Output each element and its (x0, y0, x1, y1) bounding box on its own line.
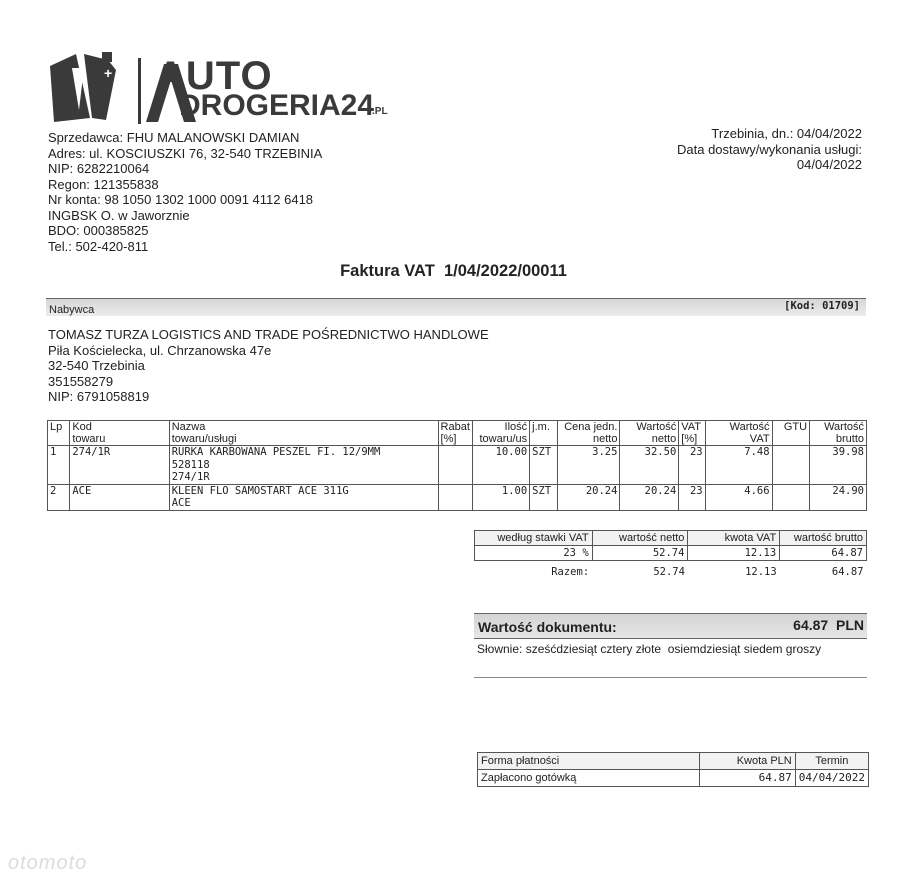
cell-lp: 1 (48, 446, 70, 485)
buyer-code: [Kod: 01709] (784, 300, 860, 312)
col-kod-label: Kod (72, 421, 92, 433)
col-cena-label-2: netto (592, 433, 618, 445)
vat-total-label: Razem: (551, 566, 590, 578)
col-vat (679, 421, 705, 446)
logo-brand-top: AUTO (156, 54, 273, 98)
payment-form: Zapłacono gotówką (478, 770, 700, 787)
cell-nazwa (169, 446, 438, 485)
vat-summary-row (475, 546, 867, 561)
logo-brand-bottom: DROGERIA24 (179, 89, 375, 122)
col-gtu-label: GTU (783, 421, 808, 433)
vat-total-row (475, 561, 867, 580)
col-netto-label: Wartość (636, 421, 677, 433)
buyer-label: Nabywca (49, 304, 95, 316)
buyer-bar (46, 298, 866, 316)
col-netto-label-2: netto (651, 433, 677, 445)
vat-total-brutto: 64.87 (831, 566, 864, 578)
col-nazwa-label-2: towaru/usługi (171, 433, 237, 445)
col-kod (70, 421, 169, 446)
col-rabat-label-2: [%] (440, 433, 457, 445)
seller-line: Adres: ul. KOSCIUSZKI 76, 32-540 TRZEBINIA (48, 145, 323, 161)
col-vat-value-label: Wartość (729, 421, 770, 433)
col-nazwa (169, 421, 438, 446)
words-label: Słownie: (477, 642, 523, 656)
seller-line: Tel.: 502-420-811 (48, 238, 149, 254)
cell-rabat (438, 446, 473, 485)
cell-ilosc: 1.00 (473, 484, 530, 510)
cell-cena: 20.24 (557, 484, 620, 510)
vat-netto: 52.74 (592, 546, 688, 561)
document-value-amount: 64.87 PLN (793, 617, 864, 633)
col-vat-value-label-2: VAT (749, 433, 770, 445)
seller-line: Nr konta: 98 1050 1302 1000 0091 4112 6418 (48, 192, 314, 207)
table-row (48, 484, 867, 510)
items-table (47, 420, 867, 511)
seller-line: BDO: 000385825 (48, 223, 149, 238)
col-ilosc-label-2: towaru/us (479, 433, 528, 445)
payment-amount: 64.87 (700, 770, 796, 787)
document-value-label: Wartość dokumentu: (478, 619, 617, 635)
buyer-block (48, 327, 648, 405)
cell-jm: SZT (530, 484, 557, 510)
amount-in-words (477, 641, 837, 658)
col-rabat (438, 421, 473, 446)
delivery-date: 04/04/2022 (796, 157, 862, 172)
cell-rabat (438, 484, 473, 510)
buyer-line: NIP: 6791058819 (48, 389, 150, 404)
col-netto (620, 421, 679, 446)
payment-row (478, 770, 869, 787)
payment-header (478, 753, 869, 770)
words-underline (474, 677, 867, 678)
cell-netto: 32.50 (620, 446, 679, 485)
cell-nazwa-line: 274/1R (171, 471, 210, 483)
col-rabat-label: Rabat (440, 421, 470, 433)
col-brutto-label-2: brutto (835, 433, 864, 445)
cell-ilosc: 10.00 (473, 446, 530, 485)
watermark: otomoto (8, 852, 88, 874)
place-date: Trzebinia, dn.: 04/04/2022 (711, 126, 862, 141)
seller-line: NIP: 6282210064 (48, 161, 150, 176)
dates-block (562, 126, 862, 173)
cell-gtu (772, 484, 810, 510)
buyer-line: TOMASZ TURZA LOGISTICS AND TRADE POŚREDNICTWO HANDLOWE (48, 327, 489, 342)
seller-block (48, 130, 408, 254)
seller-line: Sprzedawca: FHU MALANOWSKI DAMIAN (48, 130, 300, 145)
cell-lp: 2 (48, 484, 70, 510)
col-ilosc (473, 421, 530, 446)
col-brutto-label: Wartość (824, 421, 864, 433)
payment-term-header: Termin (795, 753, 868, 770)
seller-line: INGBSK O. w Jaworznie (48, 207, 190, 223)
vat-brutto: 64.87 (780, 546, 867, 561)
col-cena-label: Cena jedn. (564, 421, 618, 433)
cell-nazwa-line: 528118 (171, 458, 210, 471)
company-logo (46, 48, 406, 128)
cell-brutto: 39.98 (810, 446, 867, 485)
vat-rate-header: według stawki VAT (475, 531, 593, 546)
cell-brutto: 24.90 (810, 484, 867, 510)
payment-amount-header: Kwota PLN (700, 753, 796, 770)
col-lp (48, 421, 70, 446)
col-jm (530, 421, 557, 446)
buyer-line: Piła Kościelecka, ul. Chrzanowska 47e (48, 342, 272, 358)
cell-vat: 23 (679, 484, 705, 510)
table-row (48, 446, 867, 485)
cell-nazwa (169, 484, 438, 510)
svg-text:+: + (104, 65, 113, 81)
cell-netto: 20.24 (620, 484, 679, 510)
cell-nazwa-line: RURKA KARBOWANA PESZEL FI. 12/9MM (171, 446, 381, 458)
delivery-label: Data dostawy/wykonania usługi: (677, 141, 862, 157)
cell-nazwa-line: ACE (171, 497, 191, 509)
vat-total-amount: 12.13 (745, 566, 777, 578)
cell-vat-value: 7.48 (705, 446, 772, 485)
items-header-row (48, 421, 867, 446)
payment-term: 04/04/2022 (795, 770, 868, 787)
cell-kod: ACE (70, 484, 169, 510)
vat-netto-header: wartość netto (592, 531, 688, 546)
vat-amount: 12.13 (688, 546, 780, 561)
col-cena (557, 421, 620, 446)
cell-jm: SZT (530, 446, 557, 485)
cell-kod: 274/1R (70, 446, 169, 485)
col-ilosc-label: Ilość (504, 421, 528, 433)
col-kod-label-2: towaru (72, 433, 106, 445)
words-value: sześćdziesiąt cztery złote osiemdziesiąt siedem groszy (525, 642, 822, 656)
col-lp-label: Lp (50, 421, 63, 433)
vat-total-netto: 52.74 (653, 566, 685, 578)
payment-form-header: Forma płatności (478, 753, 700, 770)
invoice-title: Faktura VAT 1/04/2022/00011 (340, 262, 567, 280)
seller-line: Regon: 121355838 (48, 176, 159, 192)
buyer-line: 351558279 (48, 373, 114, 389)
vat-summary-header (475, 531, 867, 546)
col-vat-label: VAT (681, 421, 702, 433)
col-vat-value (705, 421, 772, 446)
cell-vat: 23 (679, 446, 705, 485)
col-brutto (810, 421, 867, 446)
vat-amount-header: kwota VAT (688, 531, 780, 546)
col-vat-label-2: [%] (681, 433, 698, 445)
logo-brand-suffix: .PL (372, 106, 388, 117)
vat-summary-table (474, 530, 867, 579)
vat-brutto-header: wartość brutto (780, 531, 867, 546)
cell-nazwa-line: KLEEN FLO SAMOSTART ACE 311G (171, 484, 349, 497)
cell-cena: 3.25 (557, 446, 620, 485)
col-gtu (772, 421, 810, 446)
col-nazwa-label: Nazwa (171, 421, 206, 433)
cell-vat-value: 4.66 (705, 484, 772, 510)
vat-rate: 23 % (475, 546, 593, 561)
payment-table (477, 752, 869, 787)
col-jm-label: j.m. (532, 421, 550, 433)
cell-gtu (772, 446, 810, 485)
document-value-bar (474, 613, 867, 639)
buyer-line: 32-540 Trzebinia (48, 358, 145, 373)
